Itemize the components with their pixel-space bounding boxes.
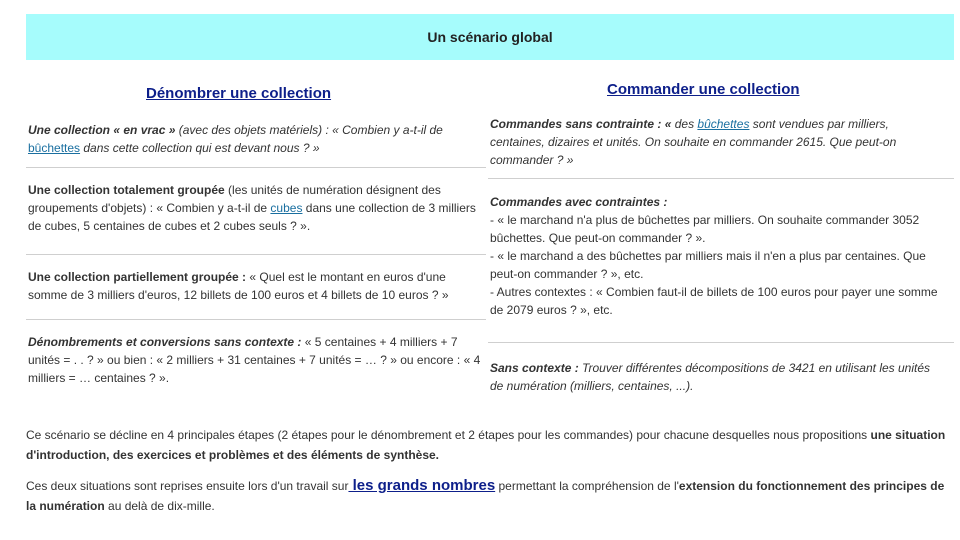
right-item-2-head: Commandes avec contraintes :: [490, 195, 668, 209]
left-item-3: [28, 268, 488, 304]
page-banner: [26, 14, 954, 60]
cubes-link[interactable]: cubes: [270, 201, 303, 215]
big-numbers-text: Ces deux situations sont reprises ensuite lors d'un travail sur: [26, 479, 349, 493]
left-item-3-text: « Quel est le montant en euros d'une somme de 3 milliers d'euros, 12 billets de 100 euros et 4 billets de 10 euros ? »: [28, 270, 449, 302]
right-item-2-line-1: - « le marchand n'a plus de bûchettes par milliers. On souhaite commander 3052 bûchettes. Que peut-on commander ? ».: [490, 213, 920, 245]
banner-title: Un scénario global: [427, 29, 553, 45]
scenario-paragraph-text: Ce scénario se décline en 4 principales étapes (2 étapes pour le dénombrement et 2 étapes pour les commandes) pour chacune desquelles nous propositions: [26, 428, 871, 442]
left-item-2: [28, 181, 480, 235]
left-item-1-text-end: dans cette collection qui est devant nous ? »: [80, 141, 320, 155]
left-divider-1: [26, 167, 486, 168]
left-item-1-head: Une collection « en vrac »: [28, 123, 176, 137]
grands-nombres-link[interactable]: les grands nombres: [348, 477, 496, 494]
left-item-4-head: Dénombrements et conversions sans contexte :: [28, 335, 302, 349]
right-item-3-text: Trouver différentes décompositions de 3421 en utilisant les unités de numération (milliers, centaines, ...).: [490, 361, 931, 393]
right-item-1-text: des: [671, 117, 698, 131]
right-item-2-line-3: - Autres contextes : « Combien faut-il de billets de 100 euros pour payer une somme de 2079 euros ? », etc.: [490, 285, 938, 317]
right-divider-2: [488, 342, 954, 343]
big-numbers-text-end: au delà de dix-mille.: [104, 499, 215, 513]
left-item-3-head: Une collection partiellement groupée :: [28, 270, 247, 284]
right-column-title[interactable]: Commander une collection: [607, 81, 800, 98]
left-item-2-text-end: dans une collection de 3 milliers de cubes, 5 centaines de cubes et 2 cubes seuls ? ».: [28, 201, 476, 233]
left-item-4: [28, 333, 488, 387]
left-item-2-head: Une collection totalement groupée: [28, 183, 225, 197]
right-divider-1: [488, 178, 954, 179]
scenario-paragraph-bold: une situation d'introduction, des exercices et problèmes et des éléments de synthèse.: [26, 428, 946, 462]
right-item-1-text-end: sont vendues par milliers, centaines, dizaires et unités. On souhaite en commander 2615. Que peut-on commander ? »: [490, 117, 897, 167]
right-item-2: [490, 193, 940, 319]
buchettes-link-right[interactable]: bûchettes: [697, 117, 750, 131]
scenario-paragraph: [26, 425, 946, 465]
buchettes-link-left[interactable]: bûchettes: [28, 141, 81, 155]
left-divider-2: [26, 254, 486, 255]
right-item-3: [490, 359, 940, 395]
left-item-2-text: (les unités de numération désignent des groupements d'objets) : « Combien y a-t-il de: [28, 183, 441, 215]
right-item-3-head: Sans contexte :: [490, 361, 579, 375]
big-numbers-bold: extension du fonctionnement des principes de la numération: [26, 479, 945, 513]
right-item-1-head: Commandes sans contrainte : «: [490, 117, 672, 131]
big-numbers-text-2: permettant la compréhension de l': [495, 479, 679, 493]
left-item-1: [28, 121, 480, 157]
left-column-title[interactable]: Dénombrer une collection: [146, 85, 332, 102]
left-divider-3: [26, 319, 486, 320]
right-item-2-line-2: - « le marchand a des bûchettes par milliers mais il n'en a plus par centaines. Que peut-on commander ? », etc.: [490, 249, 926, 281]
left-item-4-text: « 5 centaines + 4 milliers + 7 unités = . . ? » ou bien : « 2 milliers + 31 centaines + 7 unités = … ? » ou encore : « 4 milliers = … centaines ? ».: [28, 335, 481, 385]
left-item-1-text: (avec des objets matériels) : « Combien y a-t-il de: [175, 123, 443, 137]
right-item-1: [490, 115, 940, 169]
big-numbers-paragraph: [26, 476, 946, 516]
